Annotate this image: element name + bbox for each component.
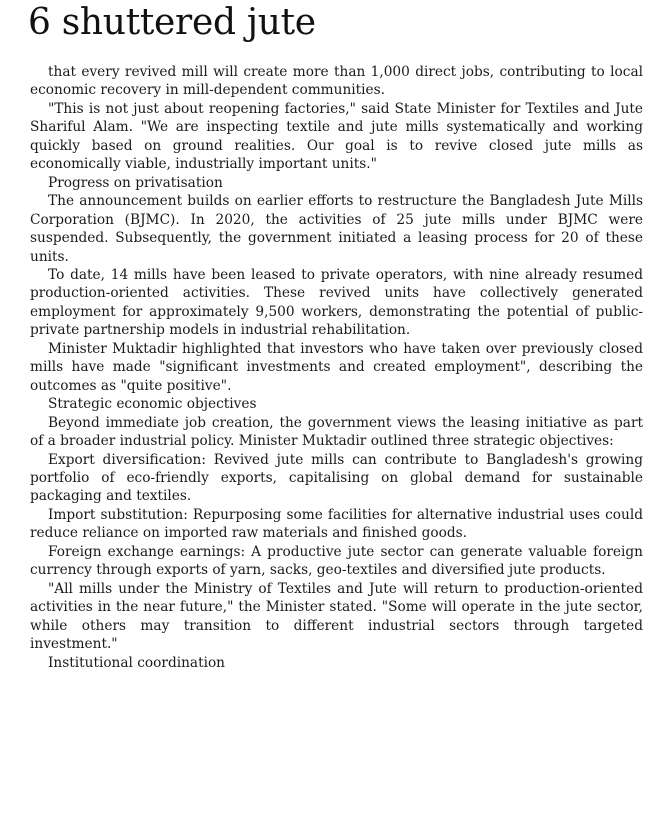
subheading-privatisation: Progress on privatisation (48, 174, 223, 191)
paragraph-minister-statement: "All mills under the Ministry of Textiles and Jute will return to production-oriented activities in the near future," the Minister stated. "Some will operate in the jute sector, while others may transition to different industrial sectors through targeted investment." (30, 580, 643, 653)
paragraph-broader-policy: Beyond immediate job creation, the government views the leasing initiative as part of a broader industrial policy. Minister Muktadir outlined three strategic objectives: (30, 414, 643, 450)
subheading-institutional-coordination: Institutional coordination (48, 654, 226, 671)
subheading-strategic-objectives: Strategic economic objectives (48, 396, 257, 413)
paragraph-muktadir-investments: Minister Muktadir highlighted that investors who have taken over previously closed mills have made "significant investments and created employment", describing the outcomes as "quite positive". (30, 340, 643, 394)
paragraph-continued: that every revived mill will create more than 1,000 direct jobs, contributing to local economic recovery in mill-dependent communities. (30, 64, 643, 99)
headline: 6 shuttered jute (28, 2, 316, 43)
paragraph-export-diversification: Export diversification: Revived jute mills can contribute to Bangladesh's growing portfolio of eco-friendly exports, capitalising on global demand for sustainable packaging and textiles. (30, 451, 643, 505)
paragraph-foreign-exchange: Foreign exchange earnings: A productive jute sector can generate valuable foreign currency through exports of yarn, sacks, geo-textiles and diversified jute products. (30, 543, 643, 579)
paragraph-leased-mills: To date, 14 mills have been leased to private operators, with nine already resumed production-oriented activities. These revived units have collectively generated employment for approximately 9,500 workers, demonstrating the potential of public-private partnership models in industrial rehabilitation. (30, 266, 643, 339)
article-body (30, 63, 643, 672)
paragraph-bjmc: The announcement builds on earlier efforts to restructure the Bangladesh Jute Mills Corporation (BJMC). In 2020, the activities of 25 jute mills under BJMC were suspended. Subsequently, the government initiated a leasing process for 20 of these units. (30, 193, 643, 265)
paragraph-quote-alam: "This is not just about reopening factories," said State Minister for Textiles and Jute Shariful Alam. "We are inspecting textile and jute mills systematically and working quickly based on ground realities. Our goal is to revive closed jute mills as economically viable, industrially important units." (30, 100, 643, 173)
paragraph-import-substitution: Import substitution: Repurposing some facilities for alternative industrial uses could reduce reliance on imported raw materials and finished goods. (30, 506, 643, 542)
